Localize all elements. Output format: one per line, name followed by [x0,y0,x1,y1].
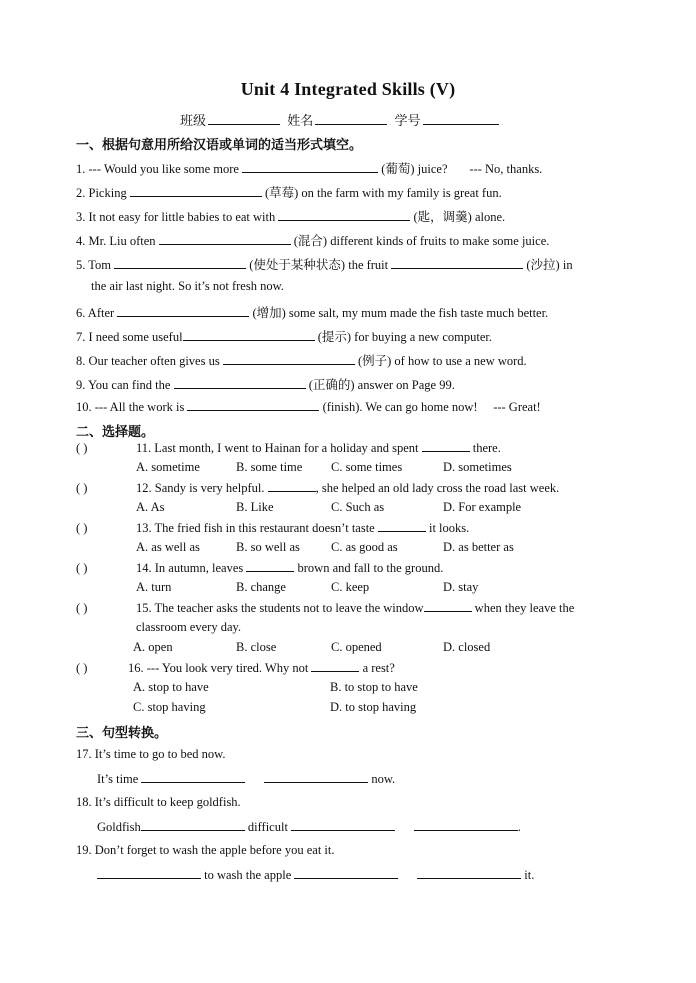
question-19-answer: to wash the apple it. [97,867,534,883]
answer-paren[interactable]: ( ) [76,661,88,675]
answer-blank[interactable] [311,660,359,672]
answer-blank[interactable] [223,353,355,365]
id-blank[interactable] [423,111,499,125]
section2-heading: 二、选择题。 [76,425,155,440]
option-d[interactable]: D. For example [443,500,522,514]
question-17: 17. It’s time to go to bed now. [76,747,226,761]
question-4: 4. Mr. Liu often (混合) different kinds of fruits to make some juice. [76,234,550,248]
section3-heading: 三、句型转换。 [76,726,168,741]
answer-paren[interactable]: ( ) [76,601,88,615]
answer-blank[interactable] [141,771,245,783]
class-label: 班级 [180,113,207,128]
option-b[interactable]: B. Like [236,500,274,514]
option-b[interactable]: B. so well as [236,540,300,554]
option-a[interactable]: A. As [136,500,165,514]
answer-blank[interactable] [291,819,395,831]
option-c[interactable]: C. keep [331,580,370,594]
question-18-answer: Goldfish difficult . [97,820,521,834]
answer-blank[interactable] [114,257,246,269]
answer-blank[interactable] [183,329,315,341]
id-label: 学号 [394,113,421,128]
question-17-answer: It’s time now. [97,772,396,786]
question-12: ( ) 12. Sandy is very helpful. , she helped an old lady cross the road last week. [76,481,560,495]
option-c[interactable]: C. stop having [133,700,206,714]
question-5: 5. Tom (使处于某种状态) the fruit (沙拉) in [76,258,573,272]
answer-blank[interactable] [268,480,316,492]
option-a[interactable]: A. turn [136,580,172,594]
question-7: 7. I need some useful (提示) for buying a new computer. [76,330,492,344]
answer-blank[interactable] [97,867,201,879]
answer-blank[interactable] [417,867,521,879]
answer-blank[interactable] [378,520,426,532]
answer-blank[interactable] [242,161,378,173]
question-2: 2. Picking (草莓) on the farm with my family is great fun. [76,186,502,200]
question-9: 9. You can find the (正确的) answer on Page 99. [76,378,455,392]
answer-blank[interactable] [246,560,294,572]
answer-blank[interactable] [294,867,398,879]
option-a[interactable]: A. sometime [136,460,200,474]
option-a[interactable]: A. stop to have [133,680,209,694]
option-d[interactable]: D. stay [443,580,479,594]
answer-blank[interactable] [141,819,245,831]
question-3: 3. It not easy for little babies to eat with (匙，调羹) alone. [76,210,506,224]
option-c[interactable]: C. opened [331,640,382,654]
answer-paren[interactable]: ( ) [76,481,88,495]
answer-blank[interactable] [117,305,249,317]
question-6: 6. After (增加) some salt, my mum made the fish taste much better. [76,306,549,320]
question-15: ( ) 15. The teacher asks the students not to leave the window when they leave the [76,601,575,615]
option-b[interactable]: B. to stop to have [330,680,418,694]
answer-blank[interactable] [130,185,262,197]
answer-blank[interactable] [391,257,523,269]
option-d[interactable]: D. to stop having [330,700,417,714]
answer-blank[interactable] [264,771,368,783]
option-b[interactable]: B. change [236,580,286,594]
answer-paren[interactable]: ( ) [76,561,88,575]
question-8: 8. Our teacher often gives us (例子) of how to use a new word. [76,354,527,368]
question-14: ( ) 14. In autumn, leaves brown and fall to the ground. [76,561,444,575]
option-b[interactable]: B. some time [236,460,303,474]
answer-blank[interactable] [278,209,410,221]
page-title: Unit 4 Integrated Skills (V) [240,79,456,99]
question-5-continued: the air last night. So it’s not fresh now. [91,279,284,293]
answer-blank[interactable] [424,600,472,612]
option-d[interactable]: D. as better as [443,540,514,554]
answer-blank[interactable] [159,233,291,245]
answer-blank[interactable] [187,399,319,411]
question-10: 10. --- All the work is (finish). We can go home now! --- Great! [76,400,541,414]
option-a[interactable]: A. as well as [136,540,200,554]
class-blank[interactable] [208,111,280,125]
question-15-continued: classroom every day. [136,620,242,634]
question-19: 19. Don’t forget to wash the apple before you eat it. [76,843,335,857]
option-d[interactable]: D. closed [443,640,491,654]
answer-paren[interactable]: ( ) [76,521,88,535]
question-16: ( ) 16. --- You look very tired. Why not a rest? [76,661,395,675]
answer-blank[interactable] [174,377,306,389]
student-info-row [180,110,503,129]
answer-blank[interactable] [422,440,470,452]
answer-paren[interactable]: ( ) [76,441,88,455]
option-c[interactable]: C. as good as [331,540,398,554]
option-b[interactable]: B. close [236,640,277,654]
question-11: ( ) 11. Last month, I went to Hainan for a holiday and spent there. [76,441,501,455]
option-d[interactable]: D. sometimes [443,460,512,474]
section1-heading: 一、根据句意用所给汉语或单词的适当形式填空。 [76,138,363,153]
answer-blank[interactable] [414,819,518,831]
question-1: 1. --- Would you like some more (葡萄) juice? --- No, thanks. [76,162,543,176]
option-c[interactable]: C. some times [331,460,403,474]
name-label: 姓名 [287,113,314,128]
question-13: ( ) 13. The fried fish in this restaurant doesn’t taste it looks. [76,521,470,535]
option-a[interactable]: A. open [133,640,173,654]
question-18: 18. It’s difficult to keep goldfish. [76,795,241,809]
option-c[interactable]: C. Such as [331,500,385,514]
name-blank[interactable] [315,111,387,125]
